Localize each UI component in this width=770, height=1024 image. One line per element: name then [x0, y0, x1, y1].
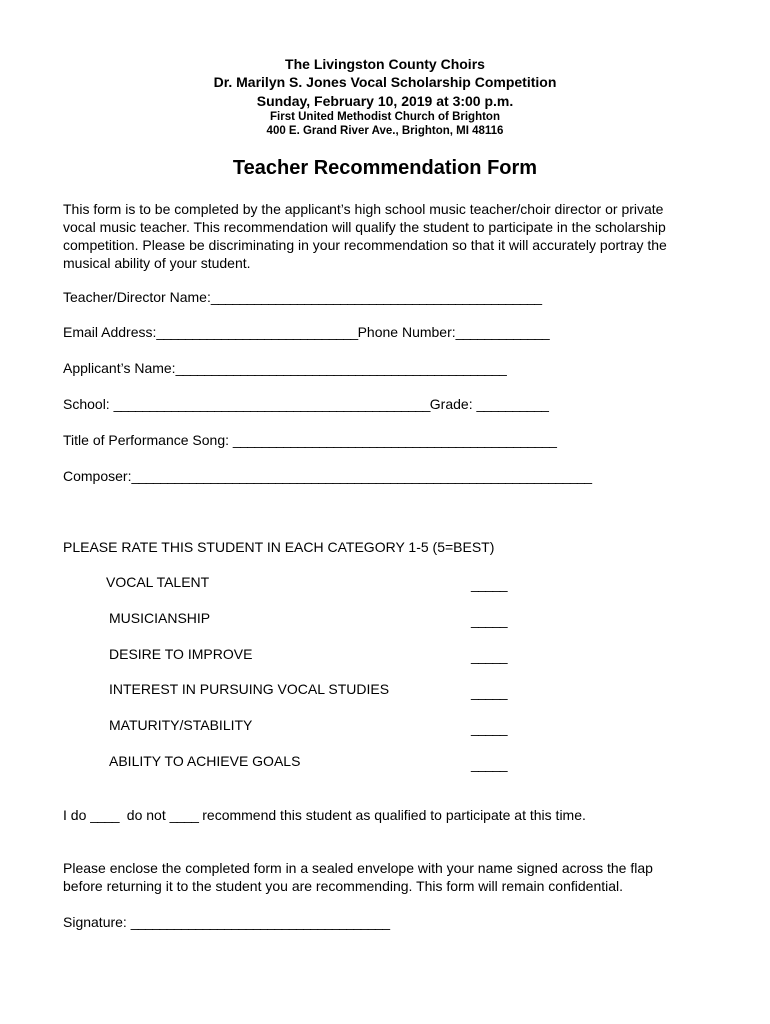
recommend-do-label: I do — [63, 807, 87, 823]
recommend-text: recommend this student as qualified to participate at this time. — [202, 807, 586, 823]
rating-blank[interactable]: _____ — [471, 720, 507, 736]
teacher-name-blank[interactable]: ______________________________________________ — [210, 289, 542, 305]
rating-instruction: PLEASE RATE THIS STUDENT IN EACH CATEGORY 1-5 (5=BEST) — [63, 539, 495, 555]
recommend-donot-label: do not — [126, 807, 166, 823]
song-title-field[interactable] — [63, 432, 556, 448]
applicant-name-blank[interactable]: ______________________________________________ — [175, 360, 507, 376]
school-label: School: — [63, 396, 110, 412]
rating-category-label: DESIRE TO IMPROVE — [109, 646, 253, 662]
teacher-name-label: Teacher/Director Name: — [63, 289, 211, 305]
phone-blank[interactable]: _____________ — [455, 324, 550, 340]
intro-paragraph: This form is to be completed by the applicant’s high school music teacher/choir director or private vocal music teacher. This recommendation will qualify the student to participate in the scholarship competition. Please be discriminating in your recommendation so that it will accurately portray the musical ability of your student. — [63, 201, 667, 271]
applicant-name-field[interactable] — [63, 360, 506, 376]
song-title-label: Title of Performance Song: — [63, 432, 230, 448]
rating-category-label: ABILITY TO ACHIEVE GOALS — [109, 753, 301, 769]
signature-field[interactable] — [63, 914, 389, 930]
composer-field[interactable] — [63, 468, 591, 484]
phone-label: Phone Number: — [357, 324, 456, 340]
recommend-statement — [63, 807, 586, 823]
event-date: Sunday, February 10, 2019 at 3:00 p.m. — [256, 93, 514, 109]
signature-blank[interactable]: ____________________________________ — [130, 914, 390, 930]
composer-label: Composer: — [63, 468, 132, 484]
rating-blank[interactable]: _____ — [471, 576, 507, 592]
teacher-name-field[interactable] — [63, 289, 541, 305]
rating-blank[interactable]: _____ — [471, 612, 507, 628]
rating-category-label: INTEREST IN PURSUING VOCAL STUDIES — [109, 681, 390, 697]
grade-blank[interactable]: __________ — [476, 396, 549, 412]
email-field[interactable] — [63, 324, 549, 340]
school-blank[interactable]: ____________________________________________ — [113, 396, 430, 412]
form-title: Teacher Recommendation Form — [232, 157, 538, 179]
enclose-instruction-line: Please enclose the completed form in a sealed envelope with your name signed across the flap — [63, 860, 653, 876]
email-blank[interactable]: ____________________________ — [156, 324, 358, 340]
venue-name: First United Methodist Church of Brighton — [270, 111, 500, 123]
signature-label: Signature: — [63, 914, 127, 930]
composer-blank[interactable]: ________________________________________________________________ — [131, 468, 592, 484]
rating-category-label: VOCAL TALENT — [106, 574, 210, 590]
enclose-instruction-line: before returning it to the student you are recommending. This form will remain confidential. — [63, 878, 624, 894]
rating-blank[interactable]: _____ — [471, 684, 507, 700]
recommend-donot-blank[interactable]: ____ — [169, 807, 199, 823]
applicant-name-label: Applicant’s Name: — [63, 360, 176, 376]
school-field[interactable] — [63, 396, 548, 412]
email-label: Email Address: — [63, 324, 157, 340]
song-title-blank[interactable]: _____________________________________________ — [232, 432, 557, 448]
venue-address: 400 E. Grand River Ave., Brighton, MI 48116 — [266, 125, 504, 137]
grade-label: Grade: — [429, 396, 473, 412]
org-name: The Livingston County Choirs — [285, 56, 485, 72]
rating-blank[interactable]: _____ — [471, 756, 507, 772]
rating-category-label: MUSICIANSHIP — [109, 610, 211, 626]
competition-name: Dr. Marilyn S. Jones Vocal Scholarship Competition — [213, 74, 557, 90]
rating-blank[interactable]: _____ — [471, 648, 507, 664]
rating-category-label: MATURITY/STABILITY — [109, 717, 253, 733]
recommend-do-blank[interactable]: ____ — [90, 807, 119, 823]
